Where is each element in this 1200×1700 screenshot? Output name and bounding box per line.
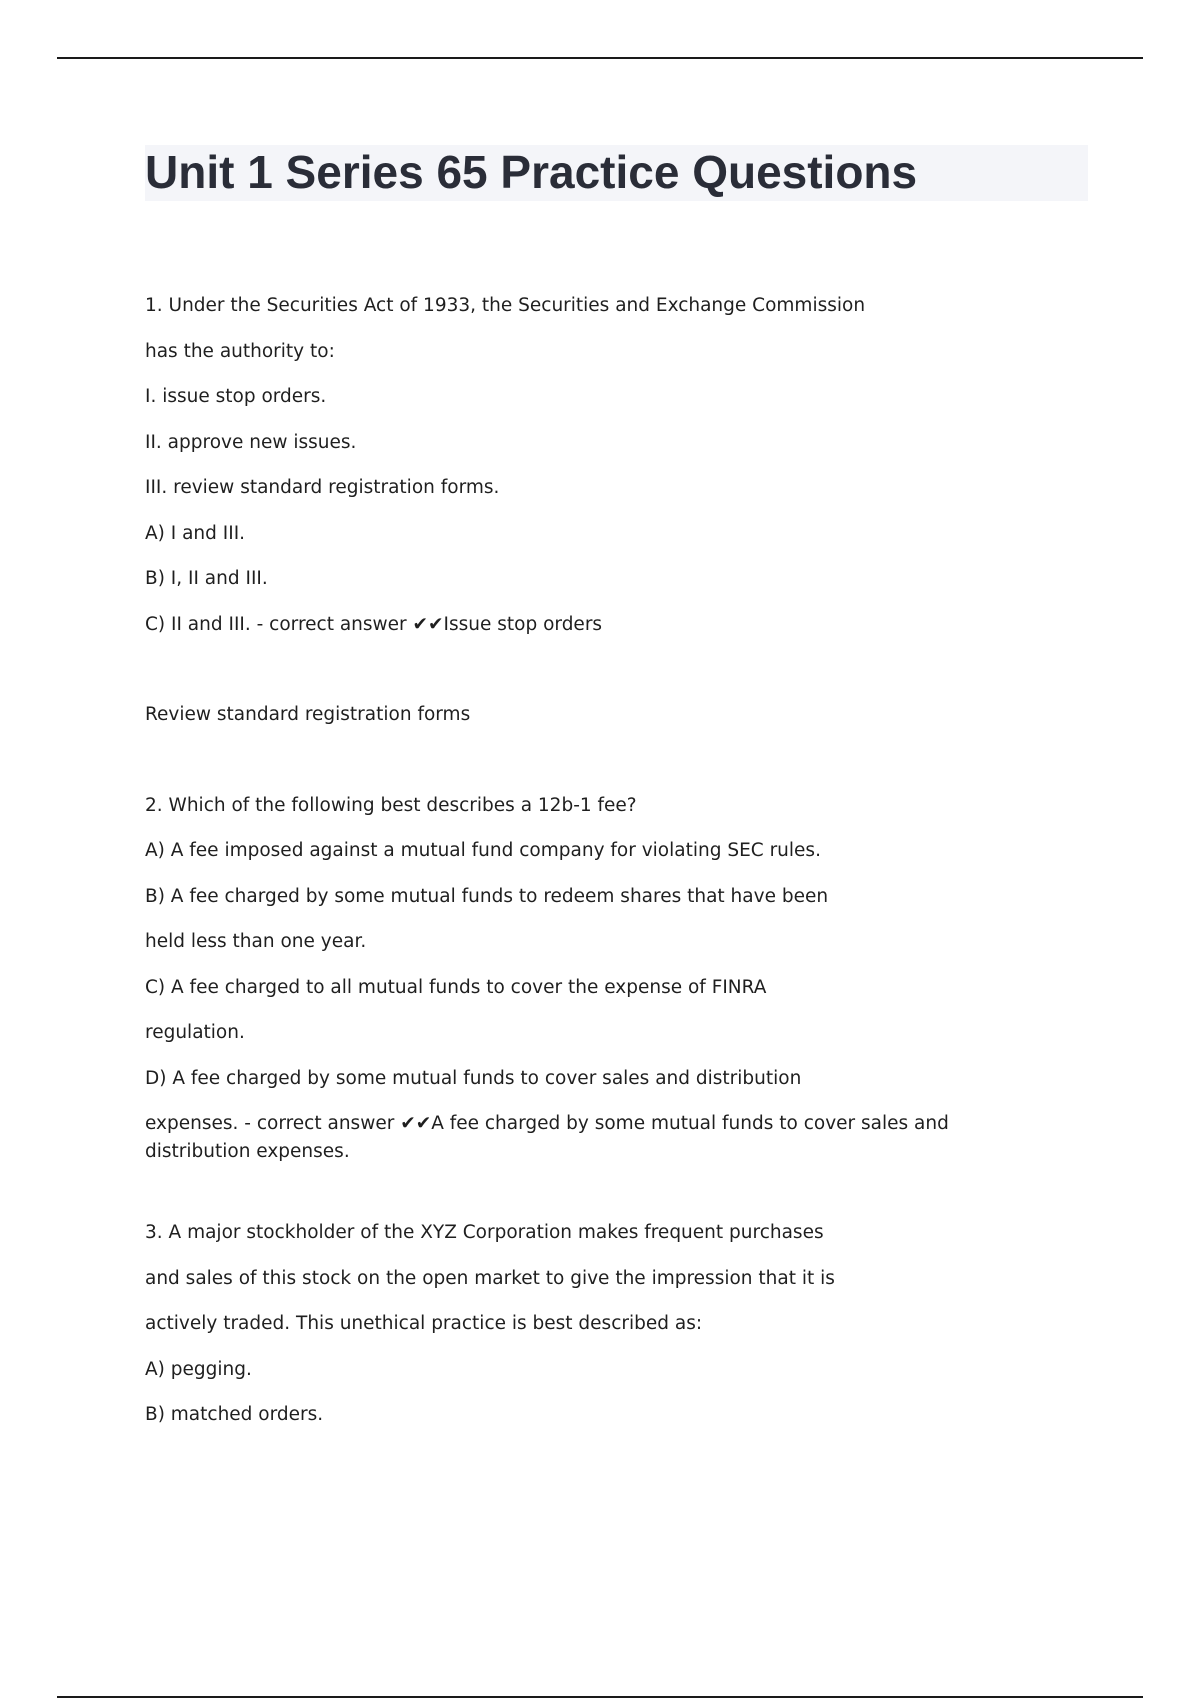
question-2-text: 2. Which of the following best describes a 12b-1 fee? [145,794,637,816]
document-title: Unit 1 Series 65 Practice Questions [145,146,918,198]
header-rule [57,57,1143,59]
question-2-option-a: A) A fee imposed against a mutual fund company for violating SEC rules. [145,840,821,861]
question-1-text: 1. Under the Securities Act of 1933, the Securities and Exchange Commission [145,295,866,316]
question-1 [145,288,1045,743]
question-2-option-c-cont: regulation. [145,1022,245,1043]
question-2-option-c: C) A fee charged to all mutual funds to cover the expense of FINRA [145,976,767,998]
question-3-option-a: A) pegging. [145,1358,252,1380]
document-body [145,288,1045,1443]
question-2 [145,788,1045,1171]
question-1-item-iii: III. review standard registration forms. [145,477,500,498]
question-1-option-b: B) I, II and III. [145,568,268,589]
question-1-option-a: A) I and III. [145,522,246,544]
question-2-option-b: B) A fee charged by some mutual funds to redeem shares that have been [145,885,829,907]
question-3-text: 3. A major stockholder of the XYZ Corporation makes frequent purchases [145,1222,824,1243]
question-3 [145,1215,1045,1443]
question-1-text-cont: has the authority to: [145,340,335,362]
question-2-option-b-cont: held less than one year. [145,931,367,952]
question-2-answer: expenses. - correct answer ✔✔A fee charged by some mutual funds to cover sales and distribution expenses. [145,1113,949,1162]
question-2-option-d: D) A fee charged by some mutual funds to cover sales and distribution [145,1067,802,1089]
question-1-item-ii: II. approve new issues. [145,431,357,453]
spacer [145,652,1045,697]
spacer [145,1170,1045,1215]
question-3-text-cont-2: actively traded. This unethical practice is best described as: [145,1313,703,1334]
spacer [145,743,1045,788]
question-3-text-cont: and sales of this stock on the open market to give the impression that it is [145,1267,835,1289]
question-1-answer-cont: Review standard registration forms [145,704,471,725]
question-1-item-i: I. issue stop orders. [145,386,327,407]
footer-rule [57,1696,1143,1698]
question-1-option-c-answer: C) II and III. - correct answer ✔✔Issue stop orders [145,613,603,635]
question-3-option-b: B) matched orders. [145,1404,324,1425]
